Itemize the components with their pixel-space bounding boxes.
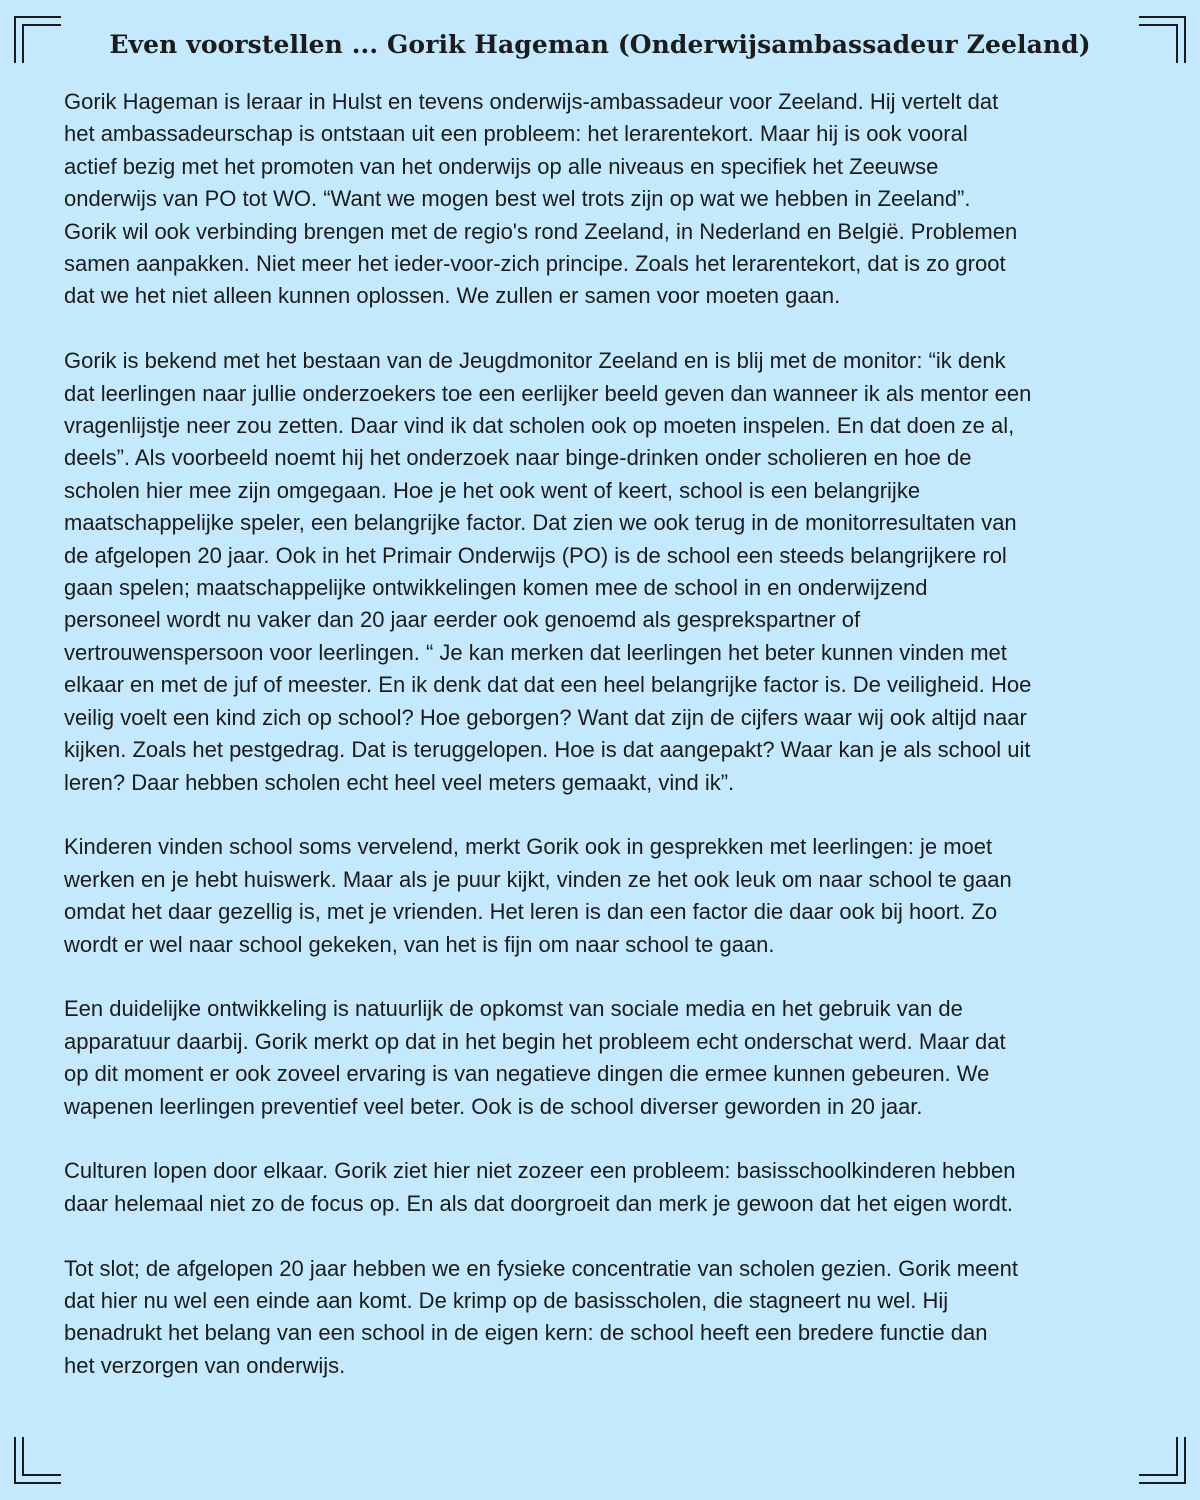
corner-bracket-bottom-right-icon <box>1138 1436 1186 1484</box>
paragraph-school-experience: Kinderen vinden school soms vervelend, merkt Gorik ook in gesprekken met leerlingen: je moet werken en je hebt huiswerk. Maar als je puur kijkt, vinden ze het ook leuk om naar school te gaan omdat het daar gezellig is, met je vrienden. Het leren is dan een factor die daar ook bij hoort. Zo wordt er wel naar school gekeken, van het is fijn om naar school te gaan. <box>64 834 1012 957</box>
paragraph-cultures: Culturen lopen door elkaar. Gorik ziet hier niet zozeer een probleem: basisschoolkinderen hebben daar helemaal niet zo de focus op. En als dat doorgroeit dan merk je gewoon dat het eigen wordt. <box>64 1158 1016 1216</box>
article-body <box>64 86 1144 1415</box>
corner-bracket-bottom-left-icon <box>14 1436 62 1484</box>
paragraph-intro: Gorik Hageman is leraar in Hulst en tevens onderwijs-ambassadeur voor Zeeland. Hij vertelt dat het ambassadeurschap is ontstaan uit een probleem: het lerarentekort. Maar hij is ook vooral actief bezig met het promoten van het onderwijs op alle niveaus en specifiek het Zeeuwse onderwijs van PO tot WO. “Want we mogen best wel trots zijn op wat we hebben in Zeeland”. Gorik wil ook verbinding brengen met de regio's rond Zeeland, in Nederland en België. Problemen samen aanpakken. Niet meer het ieder-voor-zich principe. Zoals het lerarentekort, dat is zo groot dat we het niet alleen kunnen oplossen. We zullen er samen voor moeten gaan. <box>64 89 1018 309</box>
paragraph-jeugdmonitor: Gorik is bekend met het bestaan van de Jeugdmonitor Zeeland en is blij met de monitor: “ik denk dat leerlingen naar jullie onderzoekers toe een eerlijker beeld geven dan wanneer ik als mentor een vragenlijstje neer zou zetten. Daar vind ik dat scholen ook op moeten inspelen. En dat doen ze al, deels”. Als voorbeeld noemt hij het onderzoek naar binge-drinken onder scholieren en hoe de scholen hier mee zijn omgegaan. Hoe je het ook went of keert, school is een belangrijke maatschappelijke speler, een belangrijke factor. Dat zien we ook terug in de monitorresultaten van de afgelopen 20 jaar. Ook in het Primair Onderwijs (PO) is de school een steeds belangrijkere rol gaan spelen; maatschappelijke ontwikkelingen komen mee de school in en onderwijzend personeel wordt nu vaker dan 20 jaar eerder ook genoemd als gesprekspartner of vertrouwenspersoon voor leerlingen. “ Je kan merken dat leerlingen het beter kunnen vinden met elkaar en met de juf of meester. En ik denk dat dat een heel belangrijke factor is. De veiligheid. Hoe veilig voelt een kind zich op school? Hoe geborgen? Want dat zijn de cijfers waar wij ook altijd naar kijken. Zoals het pestgedrag. Dat is teruggelopen. Hoe is dat aangepakt? Waar kan je als school uit leren? Daar hebben scholen echt heel veel meters gemaakt, vind ik”. <box>64 348 1032 795</box>
paragraph-social-media: Een duidelijke ontwikkeling is natuurlijk de opkomst van sociale media en het gebruik van de apparatuur daarbij. Gorik merkt op dat in het begin het probleem echt onderschat werd. Maar dat op dit moment er ook zoveel ervaring is van negatieve dingen die ermee kunnen gebeuren. We wapenen leerlingen preventief veel beter. Ook is de school diverser geworden in 20 jaar. <box>64 996 1006 1119</box>
page-title: Even voorstellen ... Gorik Hageman (Onderwijsambassadeur Zeeland) <box>109 30 1091 59</box>
paragraph-conclusion: Tot slot; de afgelopen 20 jaar hebben we en fysieke concentratie van scholen gezien. Gorik meent dat hier nu wel een einde aan komt. De krimp op de basisscholen, die stagneert nu wel. Hij benadrukt het belang van een school in de eigen kern: de school heeft een bredere functie dan het verzorgen van onderwijs. <box>64 1255 1018 1378</box>
